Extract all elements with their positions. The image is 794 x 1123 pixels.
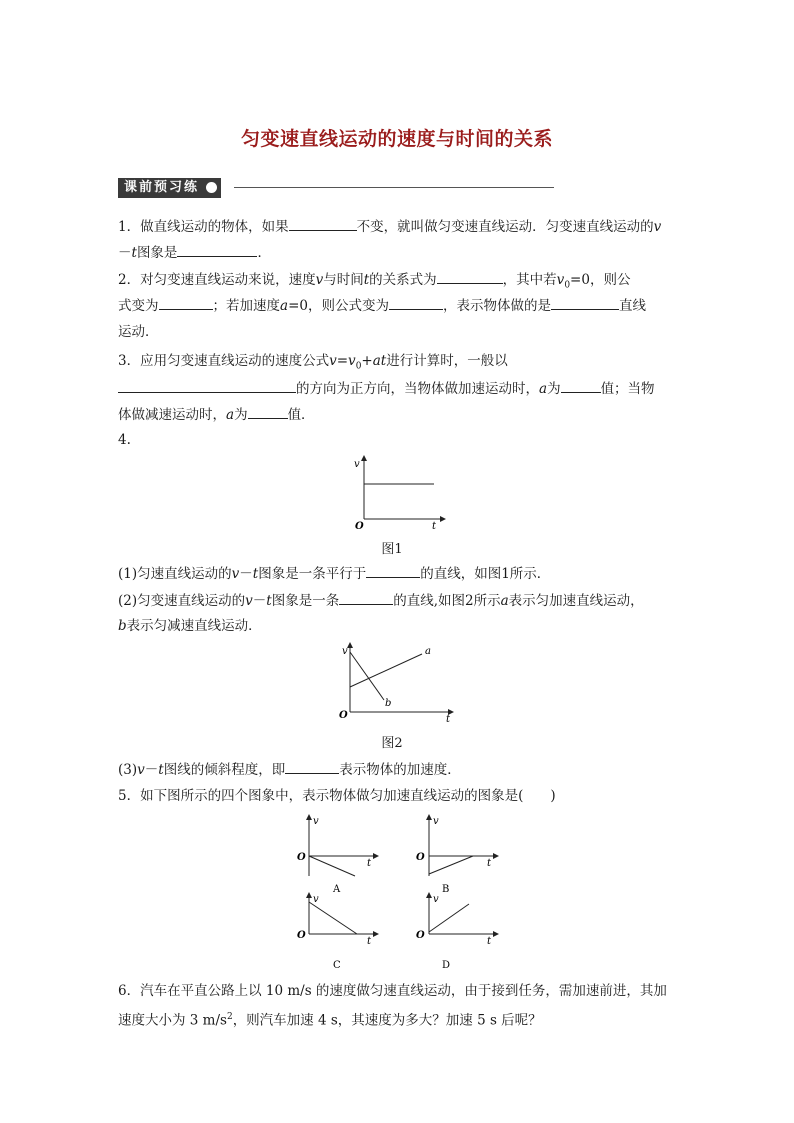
question-4-part-2-line-1 [118, 590, 644, 611]
fig2-line-b [350, 652, 384, 700]
q2-blank-2[interactable] [159, 295, 213, 310]
question-4-part-1 [118, 563, 550, 584]
q4-s2-text-d: 的直线,如图2所示 [393, 593, 501, 609]
optD-origin-label: O [416, 930, 425, 941]
q2-sub-0: 0 [564, 280, 571, 291]
q3-var-a2: a [226, 407, 235, 423]
q4-s2-text-f: 表示匀减速直线运动． [126, 618, 262, 634]
optD-t-arrow-icon [493, 931, 499, 937]
q2-blank-1[interactable] [437, 269, 503, 284]
page-title: 匀变速直线运动的速度与时间的关系 [240, 128, 553, 150]
q3-text-f: 体做减速运动时， [118, 407, 226, 423]
optA-line [309, 856, 355, 876]
option-b-graph[interactable] [411, 814, 503, 894]
q1-var-t: t [131, 245, 137, 261]
q3-blank-3[interactable] [248, 404, 288, 419]
q3-text-e: 值；当物 [600, 381, 655, 397]
q3-blank-2[interactable] [561, 378, 601, 393]
fig2-label-a: a [425, 646, 431, 657]
q4-s1-blank[interactable] [366, 563, 420, 578]
q3-formula-plus: + [361, 353, 373, 369]
fig2-v-arrow-icon [347, 642, 353, 648]
q6-superscript: 2 [226, 1012, 233, 1022]
question-2-line-3 [118, 322, 159, 342]
fig1-v-arrow-icon [361, 455, 367, 461]
q2-text-f: 式变为 [118, 298, 159, 314]
q3-blank-1[interactable] [118, 378, 296, 393]
optA-t-label: t [367, 858, 372, 869]
q6-text-a: 速度大小为 3 m/s [118, 1012, 227, 1029]
question-3-line-2 [118, 378, 655, 399]
optA-v-label: v [313, 816, 319, 827]
option-d-graph[interactable] [411, 892, 503, 972]
q4-s1-text-d: 的直线，如图1所示． [420, 566, 551, 582]
q1-text-d: 图象是 [136, 245, 178, 261]
q4-s2-var-a: a [500, 593, 509, 609]
q1-text-a: 1．做直线运动的物体，如果 [118, 219, 289, 235]
fig1-v-label: v [354, 459, 360, 470]
q2-text-d: ，其中若 [502, 272, 557, 288]
optC-origin-label: O [297, 930, 306, 941]
q2-text-a: 2．对匀变速直线运动来说，速度 [118, 272, 316, 288]
question-3-line-1 [118, 351, 508, 377]
q4-s1-var-v: v [231, 566, 240, 582]
q2-var-v: v [315, 272, 324, 288]
q4-s2-blank[interactable] [339, 590, 393, 605]
optC-v-label: v [313, 894, 319, 905]
figure-2-graph [336, 642, 458, 724]
q4-s2-var-v: v [245, 593, 253, 609]
q2-text-h: =0，则公式变为 [288, 298, 389, 314]
q2-text-k: 运动． [118, 324, 159, 340]
q4-s2-var-t: t [266, 593, 272, 609]
q1-var-v: v [653, 219, 662, 235]
option-b-label: B [442, 884, 450, 894]
q3-text-b: 进行计算时，一般以 [386, 353, 508, 369]
question-4-part-3 [118, 759, 461, 780]
q1-blank-2[interactable] [177, 242, 257, 257]
option-a-graph[interactable] [293, 814, 383, 894]
q1-text-b: 不变，就叫做匀变速直线运动．匀变速直线运动的 [356, 219, 654, 235]
q4-s1-dash: － [239, 566, 253, 582]
option-d-label: D [442, 960, 451, 971]
q3-var-a1: a [539, 381, 548, 397]
optC-line [309, 902, 357, 934]
q3-text-a: 3．应用匀变速直线运动的速度公式 [118, 353, 330, 369]
q2-var-t: t [363, 272, 370, 288]
option-a-label: A [333, 884, 341, 894]
q4-s3-text-d: 表示物体的加速度． [339, 762, 461, 778]
q3-formula-v: v [329, 353, 337, 369]
q2-text-c: 的关系式为 [369, 272, 437, 288]
q4-s2-text-e: 表示匀加速直线运动， [508, 593, 644, 609]
q1-dash: － [118, 245, 132, 261]
optB-line [429, 856, 473, 874]
q2-text-g: ；若加速度 [212, 298, 280, 314]
q2-var-a: a [280, 298, 289, 314]
figure-1-graph [348, 455, 448, 530]
q4-s2-text-c: 图象是一条 [271, 593, 340, 609]
q4-s3-dash: － [144, 762, 159, 778]
q4-s1-var-t: t [252, 566, 259, 582]
question-4-number: 4. [118, 432, 131, 448]
optA-v-arrow-icon [306, 814, 312, 820]
question-2-line-1 [118, 269, 630, 296]
q3-formula-eq: = [336, 353, 349, 369]
question-5-text: 5．如下图所示的四个图象中，表示物体做匀加速直线运动的图象是( ) [118, 788, 556, 804]
q2-blank-4[interactable] [551, 295, 619, 310]
optD-v-arrow-icon [426, 892, 432, 898]
optD-t-label: t [487, 936, 492, 947]
q1-text-e: ． [257, 245, 271, 261]
q2-text-b: 与时间 [323, 272, 364, 288]
q3-formula-sub: 0 [355, 361, 362, 372]
q2-var-v0: v [556, 272, 565, 288]
q3-text-c: 的方向为正方向，当物体做加速运动时， [296, 381, 539, 397]
fig1-origin-label: O [355, 521, 364, 530]
optB-t-arrow-icon [493, 853, 499, 859]
q3-formula-v0: v [348, 353, 356, 369]
optD-v-label: v [433, 894, 439, 905]
figure-2-caption: 图2 [381, 736, 403, 751]
question-6-line-1: 6．汽车在平直公路上以 10 m/s 的速度做匀速直线运动，由于接到任务，需加速前进，其加 [118, 983, 667, 999]
q4-s3-var-t: t [158, 762, 164, 778]
q4-s1-text-c: 图象是一条平行于 [258, 566, 367, 582]
q2-blank-3[interactable] [389, 295, 443, 310]
q3-text-h: 值． [287, 407, 315, 423]
optB-origin-label: O [416, 852, 425, 863]
q4-s3-text-a: (3) [118, 762, 138, 778]
q3-formula-at: at [372, 353, 387, 369]
fig2-v-label: v [342, 646, 348, 657]
q3-text-g: 为 [234, 407, 248, 423]
fig2-t-label: t [446, 714, 451, 724]
question-1-line-1 [118, 216, 661, 237]
optA-origin-label: O [297, 852, 306, 863]
q4-s2-var-b: b [118, 618, 127, 634]
question-3-line-3 [118, 404, 315, 425]
optC-v-arrow-icon [306, 892, 312, 898]
fig1-t-arrow-icon [440, 516, 446, 522]
question-4-part-2-line-2 [118, 616, 262, 636]
q4-s1-text-a: (1)匀速直线运动的 [118, 566, 232, 582]
optB-t-label: t [487, 858, 492, 869]
fig2-origin-label: O [339, 710, 348, 721]
q4-s3-blank[interactable] [285, 759, 339, 774]
q4-s3-text-c: 图线的倾斜程度，即 [163, 762, 286, 778]
optC-t-label: t [367, 936, 372, 947]
q3-text-d: 为 [547, 381, 561, 397]
optB-v-label: v [433, 816, 439, 827]
optC-t-arrow-icon [373, 931, 379, 937]
question-6-line-2 [118, 1007, 542, 1031]
section-divider [234, 187, 554, 188]
q4-s3-var-v: v [137, 762, 145, 778]
optD-line [429, 904, 469, 932]
question-2-line-2 [118, 295, 646, 316]
fig2-label-b: b [385, 698, 392, 709]
fig2-line-a [350, 654, 422, 687]
figure-1-caption: 图1 [381, 542, 403, 557]
bullet-dot-icon [206, 182, 217, 193]
q4-s2-dash: － [252, 593, 267, 609]
q2-text-j: 直线 [618, 298, 646, 314]
fig1-t-label: t [432, 521, 437, 530]
question-1-line-2 [118, 242, 271, 263]
optA-t-arrow-icon [373, 853, 379, 859]
option-c-graph[interactable] [293, 892, 383, 972]
section-label [118, 178, 221, 198]
q6-text-b: ，则汽车加速 4 s，其速度为多大？加速 5 s 后呢？ [232, 1012, 542, 1029]
q2-text-i: ，表示物体做的是 [442, 298, 551, 314]
q1-blank-1[interactable] [289, 216, 357, 231]
section-label-text: 课前预习练 [124, 180, 200, 195]
q4-s2-text-a: (2)匀变速直线运动的 [118, 593, 246, 609]
q2-text-e: =0，则公 [570, 272, 631, 288]
option-c-label: C [333, 960, 341, 971]
optB-v-arrow-icon [426, 814, 432, 820]
